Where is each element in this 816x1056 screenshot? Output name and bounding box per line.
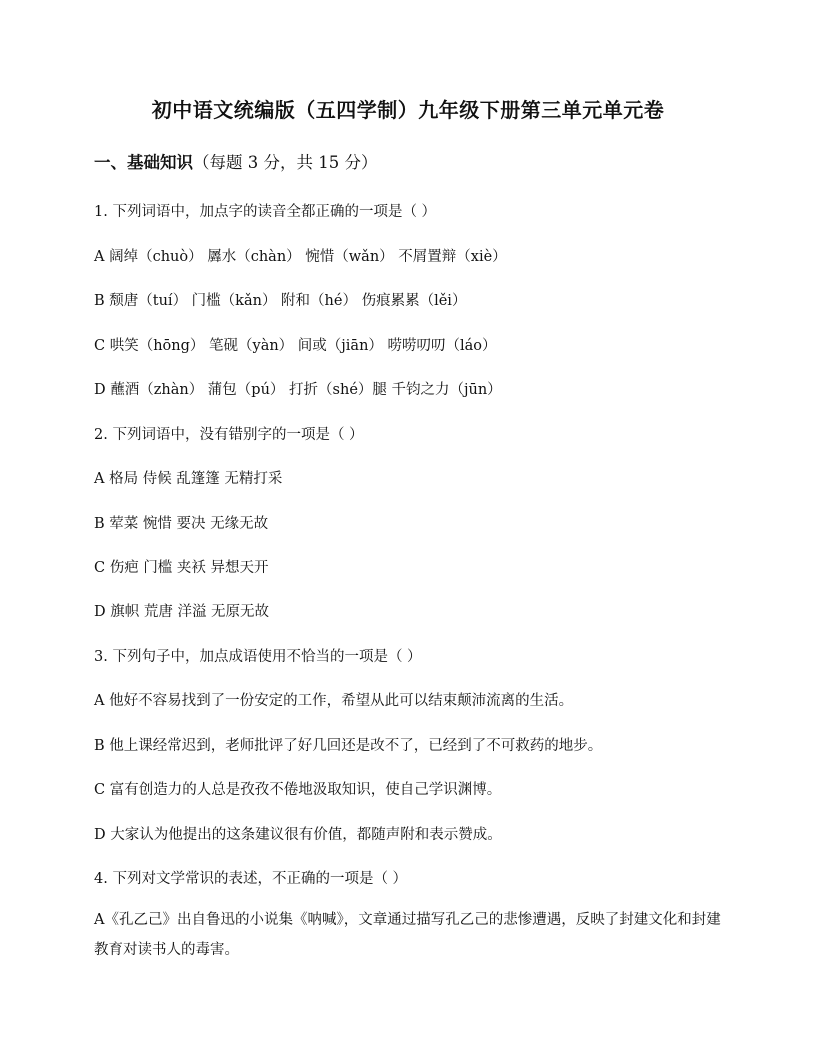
question-option: D 蘸酒（zhàn） 蒲包（pú） 打折（shé）腿 千钧之力（jūn） xyxy=(94,382,502,398)
section-heading-label: 一、基础知识 xyxy=(94,153,193,172)
question-stem: 2. 下列词语中，没有错别字的一项是（ ） xyxy=(94,427,364,443)
question-option: C 伤疤 门槛 夹袄 异想天开 xyxy=(94,560,269,576)
question-option: B 他上课经常迟到，老师批评了好几回还是改不了，已经到了不可救药的地步。 xyxy=(94,738,603,754)
question-option: D 大家认为他提出的这条建议很有价值，都随声附和表示赞成。 xyxy=(94,827,502,843)
question-stem: 3. 下列句子中，加点成语使用不恰当的一项是（ ） xyxy=(94,649,422,665)
question-option: D 旗帜 荒唐 洋溢 无原无故 xyxy=(94,604,270,620)
page-title: 初中语文统编版（五四学制）九年级下册第三单元单元卷 xyxy=(151,98,665,122)
question-option: A《孔乙己》出自鲁迅的小说集《呐喊》，文章通过描写孔乙己的悲惨遭遇，反映了封建文化和封建教育对读书人的毒害。 xyxy=(94,912,721,958)
section-score-note: （每题 3 分，共 15 分） xyxy=(193,153,378,172)
question-option: B 荤菜 惋惜 要决 无缘无故 xyxy=(94,516,269,532)
section-heading xyxy=(94,149,377,173)
question-stem: 1. 下列词语中，加点字的读音全都正确的一项是（ ） xyxy=(94,204,437,220)
question-option: A 他好不容易找到了一份安定的工作，希望从此可以结束颠沛流离的生活。 xyxy=(94,693,574,709)
question-stem: 4. 下列对文学常识的表述，不正确的一项是（ ） xyxy=(94,871,408,887)
question-option: B 颓唐（tuí） 门槛（kǎn） 附和（hé） 伤痕累累（lěi） xyxy=(94,293,467,309)
question-option: C 哄笑（hōng） 笔砚（yàn） 间或（jiān） 唠唠叨叨（láo） xyxy=(94,338,497,354)
question-option: C 富有创造力的人总是孜孜不倦地汲取知识，使自己学识渊博。 xyxy=(94,782,502,798)
question-option: A 格局 侍候 乱篷篷 无精打采 xyxy=(94,471,283,487)
question-option: A 阔绰（chuò） 羼水（chàn） 惋惜（wǎn） 不屑置辩（xiè） xyxy=(94,249,507,265)
